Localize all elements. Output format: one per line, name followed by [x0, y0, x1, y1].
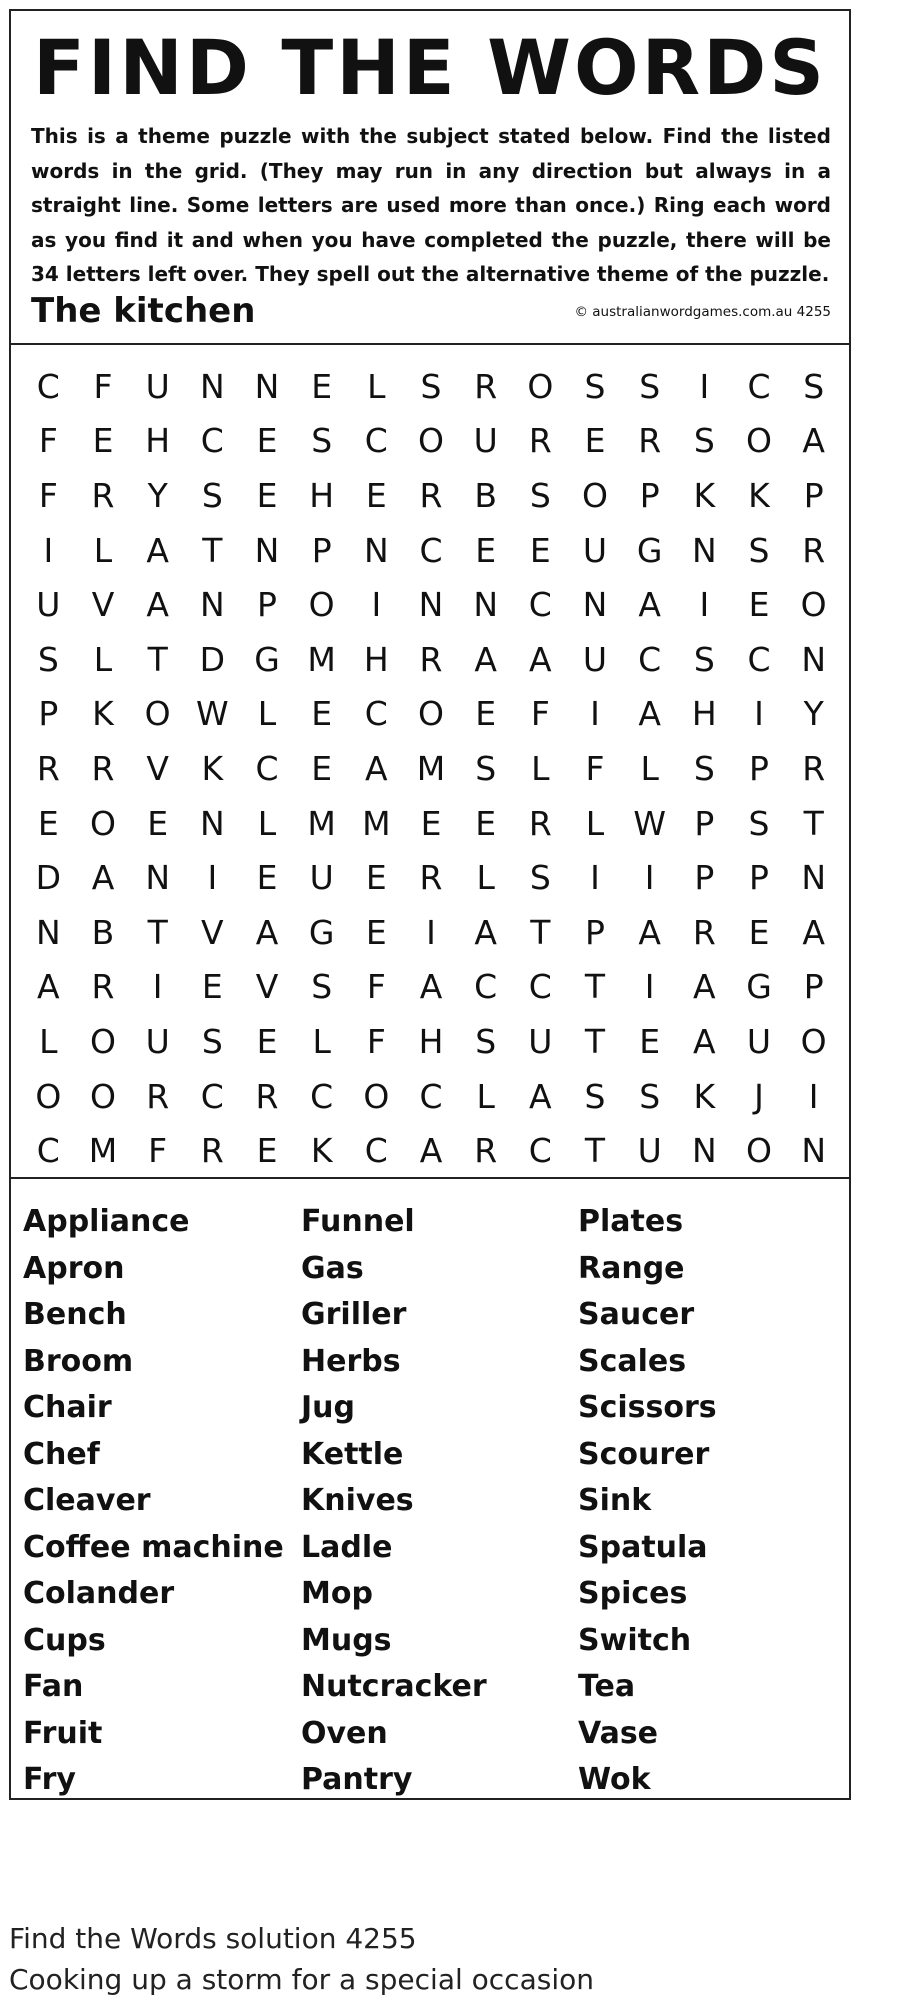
grid-cell[interactable]: O	[308, 585, 335, 625]
grid-cell[interactable]: N	[801, 1131, 826, 1171]
grid-cell[interactable]: F	[366, 967, 386, 1007]
grid-cell[interactable]: O	[800, 585, 827, 625]
word-list-item: Jug	[301, 1390, 355, 1425]
grid-cell[interactable]: A	[638, 912, 661, 952]
grid-cell[interactable]: E	[475, 803, 497, 843]
grid-cell[interactable]: I	[590, 694, 600, 734]
grid-cell[interactable]: M	[307, 639, 336, 679]
grid-cell[interactable]: P	[749, 858, 769, 898]
grid-cell[interactable]: N	[691, 1131, 717, 1171]
grid-cell[interactable]: E	[475, 530, 497, 570]
grid-cell[interactable]: S	[584, 1076, 606, 1116]
grid-cell[interactable]: K	[92, 694, 114, 734]
grid-cell[interactable]: C	[474, 967, 498, 1007]
grid-cell[interactable]: C	[528, 967, 552, 1007]
word-list-column-3	[578, 1199, 717, 1804]
word-list-item: Chair	[23, 1390, 112, 1425]
word-list-item: Funnel	[301, 1204, 415, 1239]
grid-cell[interactable]: D	[199, 639, 226, 679]
grid-cell[interactable]: A	[529, 1076, 552, 1116]
grid-cell[interactable]: E	[529, 530, 551, 570]
grid-cell[interactable]: C	[419, 1076, 443, 1116]
grid-cell[interactable]: V	[146, 748, 169, 788]
word-list-item: Pantry	[301, 1762, 413, 1797]
grid-cell[interactable]: O	[527, 366, 554, 406]
grid-cell[interactable]: G	[636, 530, 663, 570]
grid-cell[interactable]: I	[699, 585, 710, 625]
word-list-item: Wok	[578, 1762, 651, 1797]
grid-cell[interactable]: T	[147, 912, 168, 952]
grid-cell[interactable]: M	[362, 803, 391, 843]
grid-cell[interactable]: T	[803, 803, 824, 843]
grid-cell[interactable]: C	[364, 1131, 388, 1171]
grid-cell[interactable]: A	[802, 912, 825, 952]
grid-cell[interactable]: N	[582, 585, 608, 625]
grid-cell[interactable]: I	[152, 967, 163, 1007]
grid-cell[interactable]: E	[365, 858, 387, 898]
grid-cell[interactable]: E	[420, 803, 442, 843]
grid-cell[interactable]: E	[256, 1021, 278, 1061]
grid-cell[interactable]: U	[746, 1021, 772, 1061]
grid-cell[interactable]: L	[93, 530, 113, 570]
grid-cell[interactable]: A	[91, 858, 115, 898]
grid-cell[interactable]: R	[419, 475, 443, 515]
grid-cell[interactable]: C	[528, 585, 552, 625]
grid-cell[interactable]: N	[691, 530, 717, 570]
grid-cell[interactable]: E	[475, 694, 497, 734]
grid-cell[interactable]: U	[309, 858, 334, 898]
grid-cell[interactable]: O	[144, 694, 171, 734]
grid-cell[interactable]: I	[644, 967, 655, 1007]
grid-cell[interactable]: L	[39, 1021, 58, 1061]
grid-cell[interactable]: C	[36, 1131, 60, 1171]
word-list	[11, 1177, 849, 1798]
grid-cell[interactable]: E	[584, 421, 606, 461]
puzzle-header	[11, 11, 849, 345]
grid-cell[interactable]: F	[93, 366, 113, 406]
grid-cell[interactable]: C	[747, 639, 771, 679]
grid-cell[interactable]: C	[419, 530, 443, 570]
grid-cell[interactable]: L	[257, 803, 277, 843]
word-list-item: Apron	[23, 1250, 125, 1286]
word-list-item: Ladle	[301, 1529, 393, 1565]
grid-cell[interactable]: E	[748, 912, 770, 952]
solution-block	[9, 1918, 594, 2000]
grid-cell[interactable]: P	[311, 530, 332, 570]
grid-cell[interactable]: P	[694, 803, 715, 843]
grid-cell[interactable]: M	[307, 803, 336, 843]
grid-cell[interactable]: R	[255, 1076, 279, 1116]
grid-cell[interactable]: H	[145, 421, 171, 461]
grid-cell[interactable]: P	[585, 912, 605, 952]
grid-cell[interactable]: L	[640, 748, 659, 788]
grid-cell[interactable]: N	[254, 530, 280, 570]
word-list-item: Range	[578, 1250, 685, 1286]
grid-cell[interactable]: N	[418, 585, 444, 625]
grid-cell[interactable]: N	[473, 585, 498, 625]
grid-cell[interactable]: E	[256, 1131, 278, 1171]
grid-cell[interactable]: F	[148, 1131, 168, 1171]
grid-cell[interactable]: Y	[147, 475, 168, 515]
word-list-item: Cleaver	[23, 1483, 151, 1518]
word-list-item: Broom	[23, 1343, 134, 1379]
grid-cell[interactable]: I	[207, 858, 218, 898]
grid-cell[interactable]: R	[528, 421, 552, 461]
grid-cell[interactable]: A	[638, 585, 661, 625]
grid-cell[interactable]: O	[90, 1076, 116, 1116]
grid-cell[interactable]: C	[364, 421, 388, 461]
grid-cell[interactable]: N	[199, 366, 225, 406]
grid-cell[interactable]: A	[419, 967, 443, 1007]
grid-cell[interactable]: E	[311, 694, 333, 734]
word-list-item: Kettle	[301, 1436, 404, 1472]
grid-cell[interactable]: P	[749, 748, 769, 788]
puzzle-title: FIND THE WORDS	[33, 23, 827, 112]
grid-cell[interactable]: S	[420, 366, 442, 406]
grid-cell[interactable]: V	[91, 585, 115, 625]
grid-cell[interactable]: R	[36, 748, 60, 788]
grid-cell[interactable]: U	[473, 421, 498, 461]
word-list-item: Vase	[578, 1715, 659, 1751]
grid-cell[interactable]: E	[311, 366, 333, 406]
grid-cell[interactable]: N	[145, 858, 170, 898]
word-list-item: Fry	[23, 1762, 76, 1797]
word-list-item: Scales	[578, 1343, 687, 1379]
word-list-item: Scissors	[578, 1390, 717, 1425]
letter-grid	[21, 345, 841, 1177]
grid-cell[interactable]: S	[311, 967, 333, 1007]
grid-cell[interactable]: R	[419, 639, 443, 679]
word-list-item: Coffee machine	[23, 1529, 284, 1565]
grid-cell[interactable]: U	[582, 639, 608, 679]
puzzle-credit: © australianwordgames.com.au 4255	[574, 303, 831, 320]
word-list-column-1	[23, 1199, 284, 1804]
grid-cell[interactable]: O	[746, 421, 772, 461]
grid-cell[interactable]: A	[638, 694, 661, 734]
grid-cell[interactable]: L	[312, 1021, 331, 1061]
grid-cell[interactable]: H	[418, 1021, 444, 1061]
grid-cell[interactable]: A	[255, 912, 279, 952]
grid-cell[interactable]: C	[528, 1131, 552, 1171]
grid-cell[interactable]: S	[803, 366, 825, 406]
grid-cell[interactable]: P	[803, 475, 824, 515]
grid-cell[interactable]: C	[364, 694, 388, 734]
grid-cell[interactable]: J	[754, 1076, 764, 1116]
grid-cell[interactable]: W	[633, 803, 666, 843]
grid-cell[interactable]: K	[201, 748, 224, 788]
word-list-item: Herbs	[301, 1343, 401, 1379]
grid-cell[interactable]: A	[365, 748, 388, 788]
grid-cell[interactable]: E	[365, 475, 387, 515]
grid-cell[interactable]: S	[639, 366, 661, 406]
grid-cell[interactable]: R	[91, 748, 115, 788]
grid-cell[interactable]: T	[584, 1131, 606, 1171]
grid-cell[interactable]: E	[256, 475, 278, 515]
grid-cell[interactable]: I	[371, 585, 382, 625]
grid-cell[interactable]: N	[801, 858, 826, 898]
word-list-item: Mop	[301, 1576, 373, 1611]
grid-cell[interactable]: A	[37, 967, 60, 1007]
grid-cell[interactable]: A	[693, 967, 716, 1007]
grid-cell[interactable]: E	[92, 421, 114, 461]
word-list-item: Knives	[301, 1483, 414, 1518]
grid-cell[interactable]: U	[145, 1021, 170, 1061]
grid-cell[interactable]: O	[418, 421, 444, 461]
grid-cell[interactable]: P	[257, 585, 277, 625]
word-list-item: Oven	[301, 1715, 388, 1751]
grid-cell[interactable]: R	[91, 967, 115, 1007]
grid-cell[interactable]: S	[311, 421, 333, 461]
grid-cell[interactable]: U	[582, 530, 608, 570]
grid-cell[interactable]: R	[200, 1131, 224, 1171]
grid-cell[interactable]: R	[692, 912, 716, 952]
puzzle-box	[9, 9, 851, 1800]
grid-cell[interactable]: N	[199, 803, 225, 843]
grid-cell[interactable]: L	[367, 366, 386, 406]
grid-cell[interactable]: F	[38, 475, 58, 515]
word-list-item: Scourer	[578, 1436, 710, 1472]
grid-cell[interactable]: A	[146, 585, 169, 625]
grid-cell[interactable]: O	[746, 1131, 772, 1171]
word-list-item: Bench	[23, 1297, 127, 1332]
instructions-text: This is a theme puzzle with the subject stated below. Find the listed words in the grid. (They may run in any direction but always in a straight line. Some letters are used more than once.) Ring each word as you find it and when you have completed the puzzle, there will be 34 letters left over. They spell out the alternative theme of the puzzle.	[31, 124, 831, 286]
grid-cell[interactable]: S	[529, 858, 551, 898]
grid-cell[interactable]: O	[800, 1021, 827, 1061]
grid-cell[interactable]: A	[419, 1131, 443, 1171]
grid-cell[interactable]: I	[699, 366, 710, 406]
grid-cell[interactable]: T	[530, 912, 551, 952]
grid-cell[interactable]: O	[363, 1076, 390, 1116]
grid-cell[interactable]: N	[35, 912, 61, 952]
grid-cell[interactable]: A	[474, 912, 497, 952]
grid-cell[interactable]: P	[639, 475, 660, 515]
grid-cell[interactable]: S	[529, 475, 551, 515]
grid-cell[interactable]: T	[584, 967, 606, 1007]
grid-cell[interactable]: P	[38, 694, 59, 734]
grid-cell[interactable]: G	[308, 912, 335, 952]
grid-cell[interactable]: E	[147, 803, 169, 843]
grid-cell[interactable]: I	[754, 694, 764, 734]
grid-cell[interactable]: O	[90, 1021, 116, 1061]
grid-cell[interactable]: R	[474, 366, 498, 406]
grid-cell[interactable]: F	[530, 694, 550, 734]
grid-cell[interactable]: D	[35, 858, 62, 898]
word-list-item: Nutcracker	[301, 1669, 487, 1704]
grid-cell[interactable]: T	[147, 639, 168, 679]
grid-cell[interactable]: S	[37, 639, 59, 679]
grid-cell[interactable]: W	[196, 694, 229, 734]
grid-cell[interactable]: S	[475, 1021, 497, 1061]
grid-cell[interactable]: B	[91, 912, 115, 952]
grid-cell[interactable]: K	[748, 475, 770, 515]
grid-cell[interactable]: H	[309, 475, 335, 515]
grid-cell[interactable]: U	[145, 366, 170, 406]
grid-cell[interactable]: N	[199, 585, 225, 625]
grid-cell[interactable]: C	[310, 1076, 334, 1116]
word-list-item: Spatula	[578, 1529, 708, 1565]
grid-cell[interactable]: F	[585, 748, 605, 788]
grid-cell[interactable]: E	[201, 967, 223, 1007]
word-list-item: Fruit	[23, 1715, 103, 1751]
puzzle-theme: The kitchen	[31, 291, 256, 331]
word-list-column-2	[301, 1199, 487, 1804]
grid-cell[interactable]: I	[426, 912, 436, 952]
grid-cell[interactable]: U	[36, 585, 61, 625]
grid-cell[interactable]: R	[474, 1131, 498, 1171]
grid-cell[interactable]: F	[38, 421, 58, 461]
grid-cell[interactable]: L	[531, 748, 550, 788]
grid-cell[interactable]: N	[363, 530, 389, 570]
grid-cell[interactable]: B	[474, 475, 497, 515]
grid-cell[interactable]: E	[256, 858, 278, 898]
grid-cell[interactable]: O	[90, 803, 116, 843]
grid-cell[interactable]: V	[255, 967, 279, 1007]
grid-cell[interactable]: S	[201, 475, 223, 515]
grid-cell[interactable]: G	[746, 967, 772, 1007]
word-list-item: Switch	[578, 1622, 692, 1658]
word-list-item: Spices	[578, 1576, 688, 1611]
grid-cell[interactable]: C	[200, 421, 224, 461]
grid-cell[interactable]: C	[638, 639, 662, 679]
grid-cell[interactable]: S	[584, 366, 606, 406]
word-list-item: Sink	[578, 1483, 652, 1518]
grid-cell[interactable]: F	[366, 1021, 386, 1061]
grid-cell[interactable]: S	[639, 1076, 661, 1116]
grid-cell[interactable]: T	[202, 530, 223, 570]
grid-cell[interactable]: Y	[803, 694, 824, 734]
grid-cell[interactable]: C	[255, 748, 279, 788]
grid-cell[interactable]: O	[418, 694, 444, 734]
grid-cell[interactable]: G	[254, 639, 280, 679]
grid-cell[interactable]: R	[528, 803, 552, 843]
grid-cell[interactable]: R	[146, 1076, 170, 1116]
solution-answer: Cooking up a storm for a special occasion	[9, 1963, 594, 1996]
grid-cell[interactable]: R	[638, 421, 662, 461]
word-list-item: Colander	[23, 1576, 175, 1611]
grid-cell[interactable]: S	[693, 748, 715, 788]
word-list-item: Tea	[578, 1669, 636, 1704]
grid-cell[interactable]: V	[201, 912, 224, 952]
grid-cell[interactable]: H	[363, 639, 389, 679]
grid-cell[interactable]: E	[748, 585, 770, 625]
grid-cell[interactable]: R	[802, 748, 826, 788]
word-list-item: Saucer	[578, 1297, 695, 1332]
grid-cell[interactable]: S	[475, 748, 497, 788]
grid-cell[interactable]: L	[476, 858, 495, 898]
grid-cell[interactable]: L	[93, 639, 113, 679]
grid-cell[interactable]: S	[693, 639, 715, 679]
word-list-item: Cups	[23, 1622, 106, 1658]
solution-heading: Find the Words solution 4255	[9, 1922, 417, 1955]
grid-cell[interactable]: L	[476, 1076, 495, 1116]
grid-cell[interactable]: E	[639, 1021, 661, 1061]
grid-cell[interactable]: T	[584, 1021, 606, 1061]
grid-cell[interactable]: C	[747, 366, 771, 406]
grid-cell[interactable]: K	[310, 1131, 333, 1171]
grid-cell[interactable]: A	[474, 639, 497, 679]
grid-cell[interactable]: R	[419, 858, 443, 898]
grid-cell[interactable]: M	[416, 748, 446, 788]
grid-cell[interactable]: R	[802, 530, 826, 570]
grid-cell[interactable]: U	[528, 1021, 553, 1061]
word-list-item: Fan	[23, 1669, 84, 1704]
word-list-item: Griller	[301, 1297, 407, 1332]
grid-cell[interactable]: H	[691, 694, 717, 734]
grid-cell[interactable]: K	[693, 475, 716, 515]
grid-cell[interactable]: I	[644, 858, 655, 898]
word-list-item: Mugs	[301, 1622, 392, 1658]
grid-cell[interactable]: U	[637, 1131, 662, 1171]
word-list-item: Chef	[23, 1436, 100, 1472]
grid-cell[interactable]: P	[803, 967, 824, 1007]
grid-cell[interactable]: S	[748, 530, 770, 570]
grid-cell[interactable]: E	[256, 421, 278, 461]
grid-cell[interactable]: A	[146, 530, 169, 570]
grid-cell[interactable]: A	[802, 421, 825, 461]
grid-cell[interactable]: I	[590, 858, 600, 898]
grid-cell[interactable]: E	[311, 748, 333, 788]
grid-cell[interactable]: A	[529, 639, 552, 679]
grid-cell[interactable]: S	[693, 421, 715, 461]
grid-cell[interactable]: O	[582, 475, 608, 515]
grid-cell[interactable]: C	[36, 366, 60, 406]
grid-cell[interactable]: S	[748, 803, 770, 843]
word-list-item: Gas	[301, 1250, 364, 1286]
grid-cell[interactable]: I	[43, 530, 54, 570]
grid-cell[interactable]: L	[585, 803, 605, 843]
grid-cell[interactable]: I	[808, 1076, 819, 1116]
grid-cell[interactable]: A	[693, 1021, 716, 1061]
grid-cell[interactable]: P	[694, 858, 715, 898]
grid-cell[interactable]: E	[365, 912, 387, 952]
grid-cell[interactable]: L	[257, 694, 277, 734]
grid-cell[interactable]: R	[91, 475, 115, 515]
grid-cell[interactable]: C	[200, 1076, 224, 1116]
grid-cell[interactable]: O	[35, 1076, 62, 1116]
grid-cell[interactable]: M	[88, 1131, 118, 1171]
grid-cell[interactable]: S	[201, 1021, 223, 1061]
word-list-item: Plates	[578, 1204, 684, 1239]
word-list-item: Appliance	[23, 1204, 190, 1239]
grid-cell[interactable]: N	[254, 366, 280, 406]
grid-cell[interactable]: N	[801, 639, 826, 679]
grid-cell[interactable]: K	[693, 1076, 716, 1116]
grid-cell[interactable]: E	[37, 803, 59, 843]
